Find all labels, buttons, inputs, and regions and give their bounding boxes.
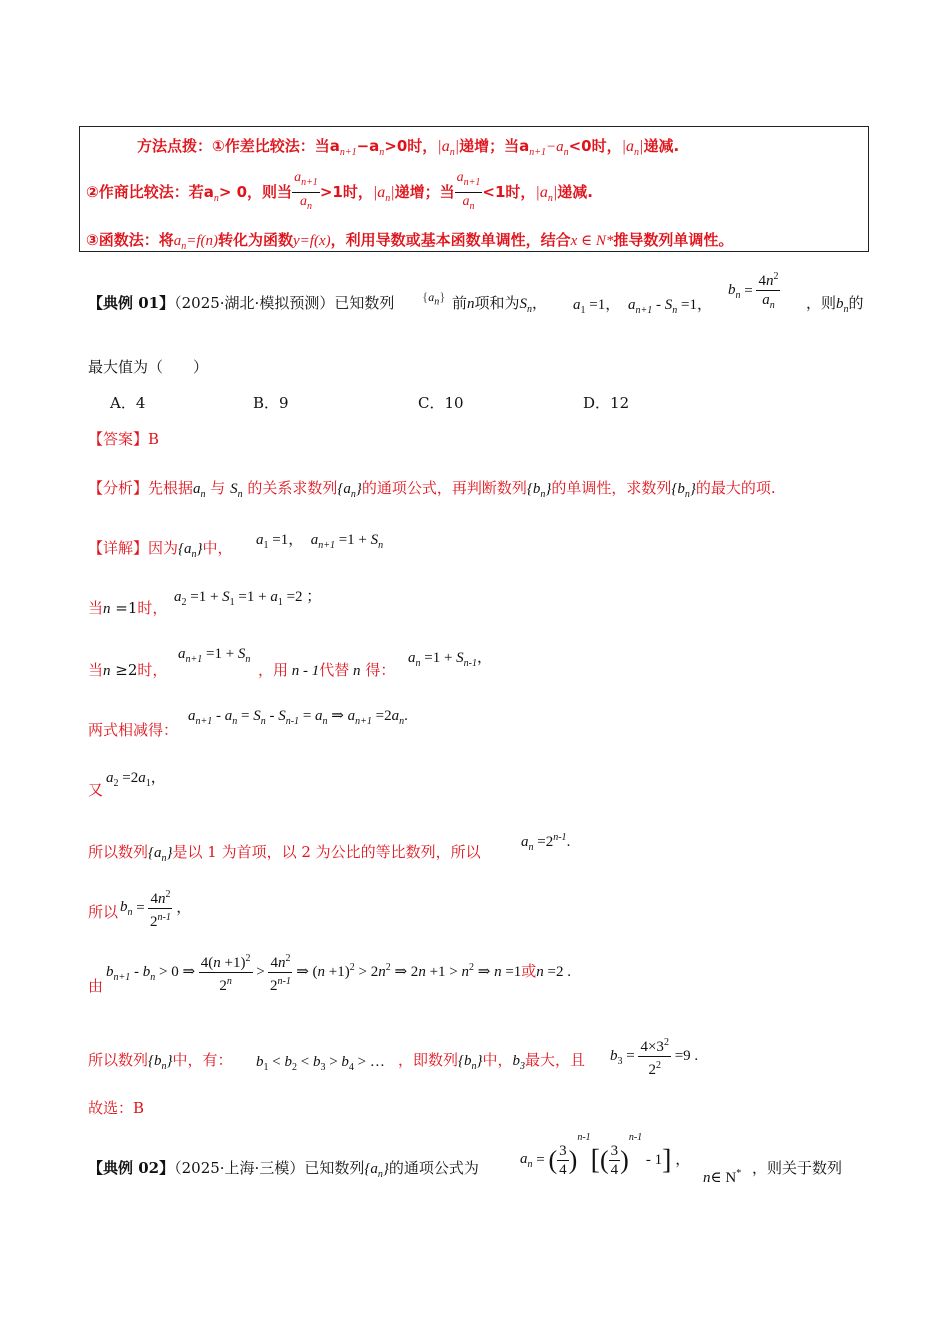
tip-line-2: ②作商比较法：若$a_n> 0$，则当 $\frac{a_{n+1}}{a_n}$ >1时，$|a_n|$递增；当 $\frac{a_{n+1}}{a_n}$ <1时，$|a_n|$递减. [86, 170, 593, 212]
option-b[interactable]: B．9 [253, 394, 289, 412]
eq-an: $a_n =2^{n-1}$. [521, 832, 571, 853]
eq-b3: $b_3$ = $\frac{4\times 3^2}{2^2}$ =9 . [610, 1034, 698, 1079]
method-tips-box [79, 126, 869, 252]
eq-ex2-domain: n∈ N* [703, 1168, 742, 1186]
max-conclusion-2: ，即数列$\{b_n\}$中，$b_3$最大，且 [398, 1051, 586, 1072]
eq-a2: $a_2 =1 + S_1 =1 + a_1 =2$ ； [174, 589, 322, 608]
tip-line-3: ③函数法：将$a_n=f(n)$转化为函数y=f(x)，利用导数或基本函数单调性，结合x ∈ N*推导数列单调性。 [86, 231, 734, 252]
answer: 【答案】B [88, 430, 160, 448]
stem-part-b: 前n项和为$S_n$， [452, 294, 548, 315]
eq-shift: $a_n =1 + S_{n-1}$， [408, 650, 493, 669]
eq-subtract: $a_{n+1} - a_n = S_n - S_{n-1} = a_n$ ⇒ $a_{n+1} =2a_n$. [188, 708, 408, 727]
analysis: 【分析】先根据$a_n$ 与 $S_n$ 的关系求数列$\{a_n\}$的通项公式，再判断数列$\{b_n\}$的单调性，求数列$\{b_n\}$的最大的项. [88, 479, 776, 500]
option-d[interactable]: D．12 [583, 394, 630, 412]
by-label: 由 [88, 977, 104, 995]
eq-ex2-an: $a_n$ = ( $\frac{3}{4}$ )$^{n-1}$[( $\frac{3}{4}$ )$^{n-1}$ - 1] ， [520, 1132, 691, 1179]
geo-conclusion: 所以数列$\{a_n\}$是以 1 为首项，以 2 为公比的等比数列，所以 [88, 843, 481, 864]
example-01-stem: 【典例 01】（2025·湖北·模拟预测）已知数列 [88, 294, 395, 312]
detail-eq-1: $a_1 =1$， $a_{n+1} =1 + S_n$ [256, 532, 384, 551]
also-label: 又 [88, 781, 104, 799]
stem-part-e: ，则$b_n$的 [806, 294, 864, 315]
case-n2: 当n ≥2时， [88, 661, 168, 679]
eq-order: $b_1 < b_2 < b_3 > b_4$ > … [256, 1054, 385, 1073]
option-a[interactable]: A．4 [110, 394, 146, 412]
max-conclusion: 所以数列$\{b_n\}$中，有： [88, 1051, 233, 1072]
eq-monotonic: $b_{n+1} - b_n > 0$ ⇒ $\frac{4(n +1)^2}{2^n}$ > $\frac{4n^2}{2^{n-1}}$ ⇒ $(n +1)^2 > 2n^2$ ⇒ $2n +1 > n^2$ ⇒ n =1或n =2 . [106, 950, 571, 995]
choose: 故选：B [88, 1099, 145, 1117]
cond-a1: $a_1 =1$， [573, 297, 621, 316]
detail-intro: 【详解】因为$\{a_n\}$中， [88, 539, 233, 560]
replace-text: ，用 n - 1代替 n 得： [258, 661, 396, 679]
eq-bn: $b_n$ = $\frac{4n^2}{2^{n-1}}$ ， [120, 886, 191, 931]
case-n1: 当n =1时， [88, 599, 168, 617]
subtract-label: 两式相减得： [88, 721, 179, 739]
example-02-stem: 【典例 02】（2025·上海·三模）已知数列$\{a_n\}$的通项公式为 [88, 1159, 479, 1180]
stem-question: 最大值为（ ） [88, 358, 209, 376]
seq-a-brace: $\{a_n\}$ [422, 289, 446, 308]
cond-recurrence: $a_{n+1} - S_n =1$， [628, 297, 712, 316]
example-02-tail: ，则关于数列 [752, 1159, 843, 1177]
eq-also: $a_2 =2a_1$， [106, 770, 166, 789]
option-c[interactable]: C．10 [418, 394, 464, 412]
eq-case-n2: $a_{n+1} =1 + S_n$ [178, 646, 251, 665]
tip-line-1: 方法点拨：①作差比较法：当$a_{n+1}-a_n>0$时，$|a_n|$递增；当$a_{n+1}-a_n<0$时，$|a_n|$递减. [137, 137, 680, 159]
cond-bn: $b_n$ = $\frac{4n^2}{a_n}$ [728, 268, 780, 315]
so-bn-label: 所以 [88, 903, 119, 921]
